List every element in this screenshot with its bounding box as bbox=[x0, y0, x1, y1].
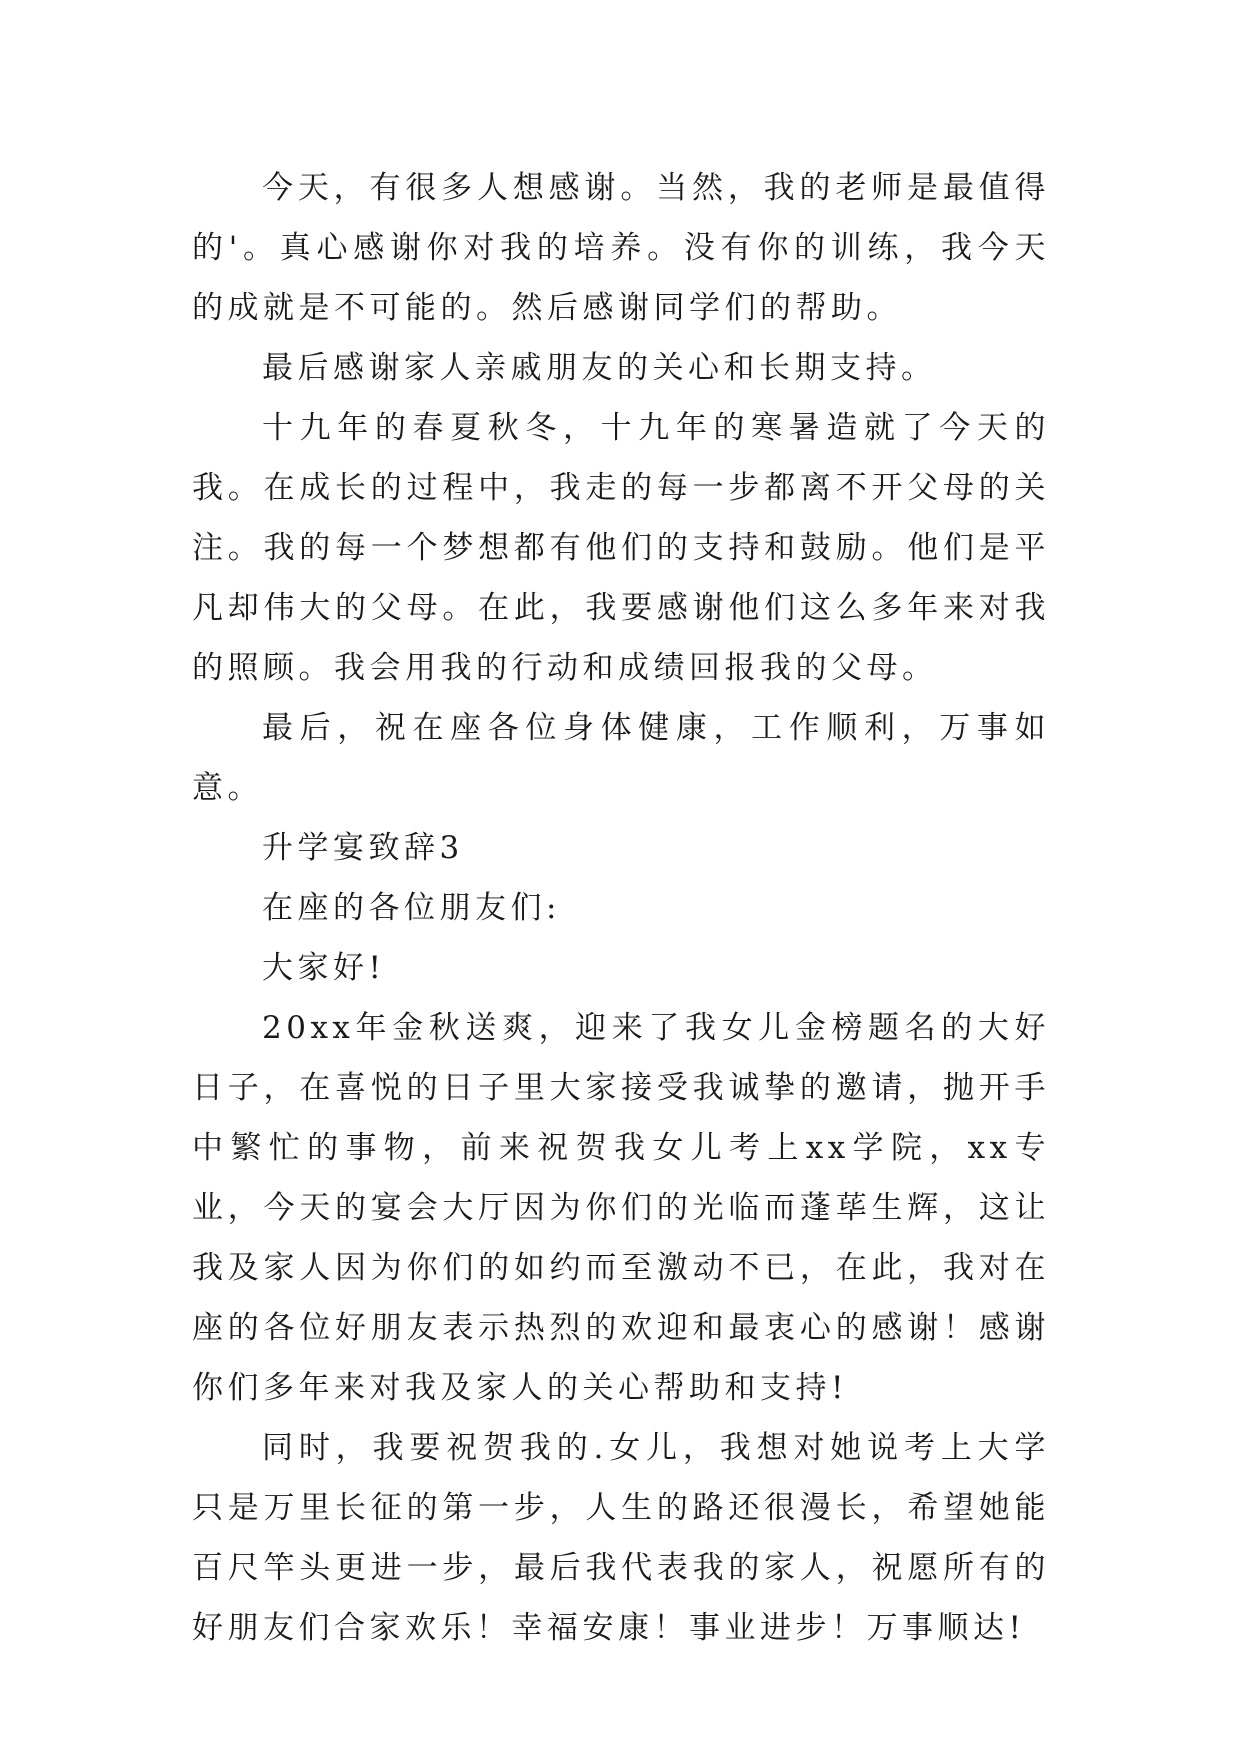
document-body bbox=[192, 158, 1050, 1658]
paragraph-nineteen-years: 十九年的春夏秋冬，十九年的寒暑造就了今天的我。在成长的过程中，我走的每一步都离不开父母的关注。我的每一个梦想都有他们的支持和鼓励。他们是平凡却伟大的父母。在此，我要感谢他们这么多年来对我的照顾。我会用我的行动和成绩回报我的父母。 bbox=[192, 410, 1050, 686]
greeting: 大家好! bbox=[262, 950, 386, 986]
paragraph-congratulate-daughter: 同时，我要祝贺我的.女儿，我想对她说考上大学只是万里长征的第一步，人生的路还很漫长，希望她能百尺竿头更进一步，最后我代表我的家人，祝愿所有的好朋友们合家欢乐！幸福安康！事业进步！万事顺达! bbox=[192, 1430, 1050, 1646]
paragraph-thanks-teachers: 今天，有很多人想感谢。当然，我的老师是最值得的'。真心感谢你对我的培养。没有你的训练，我今天的成就是不可能的。然后感谢同学们的帮助。 bbox=[192, 170, 1050, 326]
salutation: 在座的各位朋友们: bbox=[262, 890, 561, 926]
paragraph-closing-wishes: 最后，祝在座各位身体健康，工作顺利，万事如意。 bbox=[192, 710, 1050, 806]
paragraph-thanks-family: 最后感谢家人亲戚朋友的关心和长期支持。 bbox=[262, 350, 937, 386]
paragraph-golden-autumn: 20xx年金秋送爽，迎来了我女儿金榜题名的大好日子，在喜悦的日子里大家接受我诚挚的邀请，抛开手中繁忙的事物，前来祝贺我女儿考上xx学院，xx专业，今天的宴会大厅因为你们的光临而蓬荜生辉，这让我及家人因为你们的如约而至激动不已，在此，我对在座的各位好朋友表示热烈的欢迎和最衷心的感谢！感谢你们多年来对我及家人的关心帮助和支持! bbox=[192, 1010, 1050, 1406]
section-heading: 升学宴致辞3 bbox=[262, 830, 464, 866]
